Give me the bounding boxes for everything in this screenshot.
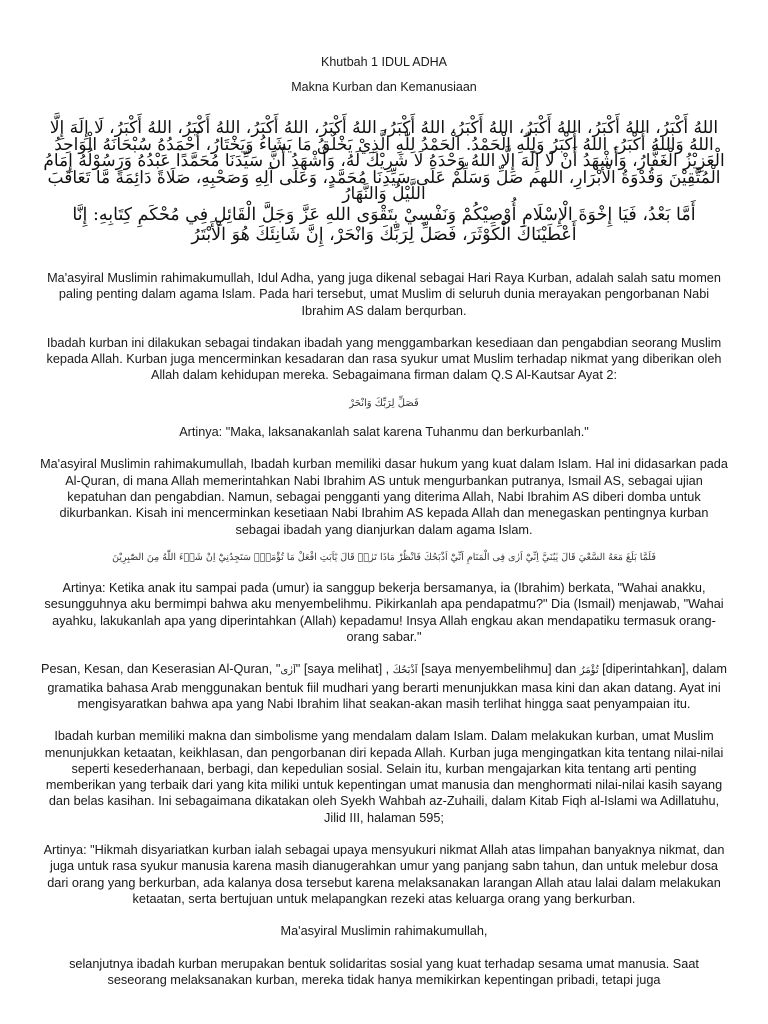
p6-arabic-ara: اَرٰى: [280, 665, 296, 677]
ayah-al-kautsar: فَصَلِّ لِرَبِّكَ وَانْحَرْ: [349, 397, 419, 409]
paragraph-10: selanjutnya ibadah kurban merupakan bentuk solidaritas sosial yang kuat terhadap sesama umat manusia. Saat seseorang melaksanakan kurban, mereka tidak hanya memikirkan kepentingan pribadi, tetapi juga: [69, 956, 699, 987]
p6-text-d: [diperintahkan], dalam gramatika bahasa Arab menggunakan bentuk fiil mudhari yang berarti menunjukkan masa kini dan akan datang. Ayat ini mengisyaratkan bahwa apa yang Nabi Ibrahim lihat seakan-akan masih terlihat hingga saat penyampaian itu.: [47, 662, 727, 711]
paragraph-4: Ma'asyiral Muslimin rahimakumullah, Ibadah kurban memiliki dasar hukum yang kuat dalam Islam. Hal ini didasarkan pada Al-Quran, di mana Allah memerintahkan Nabi Ibrahim AS untuk mengurbankan putranya, Ismail AS, sebagai ujian kepatuhan dan pengabdian. Namun, sebagai pengganti yang diterima Allah, Nabi Ibrahim AS diberi domba untuk dikurbankan. Kisah ini mencerminkan kesetiaan Nabi Ibrahim AS kepada Allah dan menegaskan pentingnya kurban sebagai ibadah yang dianjurkan dalam agama Islam.: [40, 457, 728, 537]
p6-arabic-adzbahuka: اَذْبَحُكَ: [392, 665, 418, 677]
paragraph-3-translation: Artinya: "Maka, laksanakanlah salat karena Tuhanmu dan berkurbanlah.": [179, 425, 589, 440]
paragraph-7: Ibadah kurban memiliki makna dan simbolisme yang mendalam dalam Islam. Dalam melakukan kurban, umat Muslim menunjukkan ketaatan, keikhlasan, dan pengorbanan diri kepada Allah. Kurban juga mengingatkan kita tentang nilai-nilai seperti kesederhanaan, berbagi, dan kepedulian sosial. Selain itu, kurban mengajarkan kita tentang arti penting memberikan yang terbaik dari yang kita miliki untuk kepentingan umat manusia dan menghormati nilai-nilai kasih sayang dan belas kasihan. Ini sebagaimana dikatakan oleh Syekh Wahbah az-Zuhaili, dalam Kitab Fiqh al-Islami wa Adillatuhu, Jilid III, halaman 595;: [44, 729, 724, 825]
document-subtitle: Makna Kurban dan Kemanusiaan: [291, 80, 477, 94]
document-body: [40, 270, 728, 1004]
paragraph-6: [40, 661, 728, 712]
paragraph-8-translation: Artinya: "Hikmah disyariatkan kurban ialah sebagai upaya mensyukuri nikmat Allah atas limpahan banyaknya nikmat, dan juga untuk rasa syukur manusia karena masih dianugerahkan umur yang panjang sabn tahun, dan untuk melebur dosa dari orang yang berkurban, ada kalanya dosa tersebut karena melaksanakan larangan Allah atau lalai dalam melakukan ketaatan, serta bertujuan untuk melapangkan rezeki atas keluarga orang yang berkurban.: [43, 843, 725, 906]
paragraph-2: Ibadah kurban ini dilakukan sebagai tindakan ibadah yang menggambarkan kesediaan dan pengabdian seorang Muslim kepada Allah. Kurban juga mencerminkan kesadaran dan rasa syukur umat Muslim terhadap nikmat yang diberikan oleh Allah dalam kehidupan mereka. Sebagaimana firman dalam Q.S Al-Kautsar Ayat 2:: [46, 335, 722, 383]
arabic-opening-text: اللهُ أَكْبَرُ، اللهُ أَكْبَرُ، اللهُ أَكْبَرُ، اللهُ أَكْبَرُ، اللهُ أَكْبَرُ، اللهُ أَكْبَرُ، اللهُ أَكْبَرُ، اللهُ أَكْبَرُ، اللهُ أَكْبَرُ، لَا إِلَهَ إِلَّا اللهُ وَاللهُ أَكْبَرُ، اللهُ أَكْبَرُ وَلِلّٰهِ الْحَمْدُ. الْحَمْدُ لِلّٰهِ الَّذِيْ يَخْلُقُ مَا يَشَاءُ وَيَخْتَارُ، أَحْمَدُهُ سُبْحَانَهُ الْوَاحِدُ الْعَزِيْزُ الْغَفَّارُ، وَأَشْهَدُ أَنْ لَا إِلَهَ إِلَّا اللهُ وَحْدَهُ لَا شَرِيْكَ لَهُ، وَأَشْهَدُ أَنَّ سَيِّدَنَا مُحَمَّدًا عَبْدُهُ وَرَسُوْلُهُ إِمَامُ الْمُتَّقِيْنَ وَقُدْوَةُ الْأَبْرَارِ، اللهم صَلِّ وَسَلِّمْ عَلَى سَيِّدِنَا مُحَمَّدٍ، وَعَلَى آلِهِ وَصَحْبِهِ، صَلَاةً دَائِمَةً مَّا تَعَاقَبَ اللَّيْلُ وَالنَّهَارُ: [43, 118, 725, 204]
p6-text-b: " [saya melihat] ,: [295, 662, 393, 677]
p6-arabic-tumar: تُؤْمَرُ: [579, 665, 599, 677]
p6-text-c: [saya menyembelihmu] dan: [417, 662, 580, 677]
paragraph-1: Ma'asyiral Muslimin rahimakumullah, Idul Adha, yang juga dikenal sebagai Hari Raya Kurban, adalah salah satu momen paling penting dalam agama Islam. Pada hari tersebut, umat Muslim di seluruh dunia merayakan pengorbanan Nabi Ibrahim AS dalam berqurban.: [47, 271, 721, 318]
p6-text-a: Pesan, Kesan, dan Keserasian Al-Quran, ": [40, 662, 281, 677]
paragraph-9-greeting: Ma'asyiral Muslimin rahimakumullah,: [280, 924, 488, 939]
arabic-opening-block: [40, 120, 728, 245]
paragraph-5-translation: Artinya: Ketika anak itu sampai pada (umur) ia sanggup bekerja bersamanya, ia (Ibrahim) berkata, "Wahai anakku, sesungguhnya aku bermimpi bahwa aku menyembelihmu. Pikirkanlah apa pendapatmu?" Dia (Ismail) menjawab, "Wahai ayahku, lakukanlah apa yang diperintahkan (Allah) kepadamu! Insya Allah engkau akan mendapatiku termasuk orang-orang sabar.": [44, 581, 724, 645]
ayah-as-saffat: فَلَمَّا بَلَغَ مَعَهُ السَّعْيَ قَالَ يٰبُنَيَّ اِنِّيْٓ اَرٰى فِى الْمَنَامِ اَنِّيْٓ اَذْبَحُكَ فَانْظُرْ مَاذَا تَرٰىۗ قَالَ يٰٓاَبَتِ افْعَلْ مَا تُؤْمَرُۖ سَتَجِدُنِيْٓ اِنْ شَاۤءَ اللّٰهُ مِنَ الصّٰبِرِيْنَ: [112, 551, 656, 563]
arabic-amma-badu-text: أَمَّا بَعْدُ، فَيَا إِخْوَةَ الْإِسْلَامِ أُوْصِيْكُمْ وَنَفْسِيْ بِتَقْوَى اللهِ عَزَّ وَجَلَّ الْقَائِلِ فِي مُحْكَمِ كِتَابِهِ: إِنَّا أَعْطَيْنَاكَ الْكَوْثَرَ، فَصَلِّ لِرَبِّكَ وَانْحَرْ، إِنَّ شَانِئَكَ هُوَ الْأَبْتَرُ: [72, 204, 696, 245]
document-title: Khutbah 1 IDUL ADHA: [321, 55, 447, 69]
